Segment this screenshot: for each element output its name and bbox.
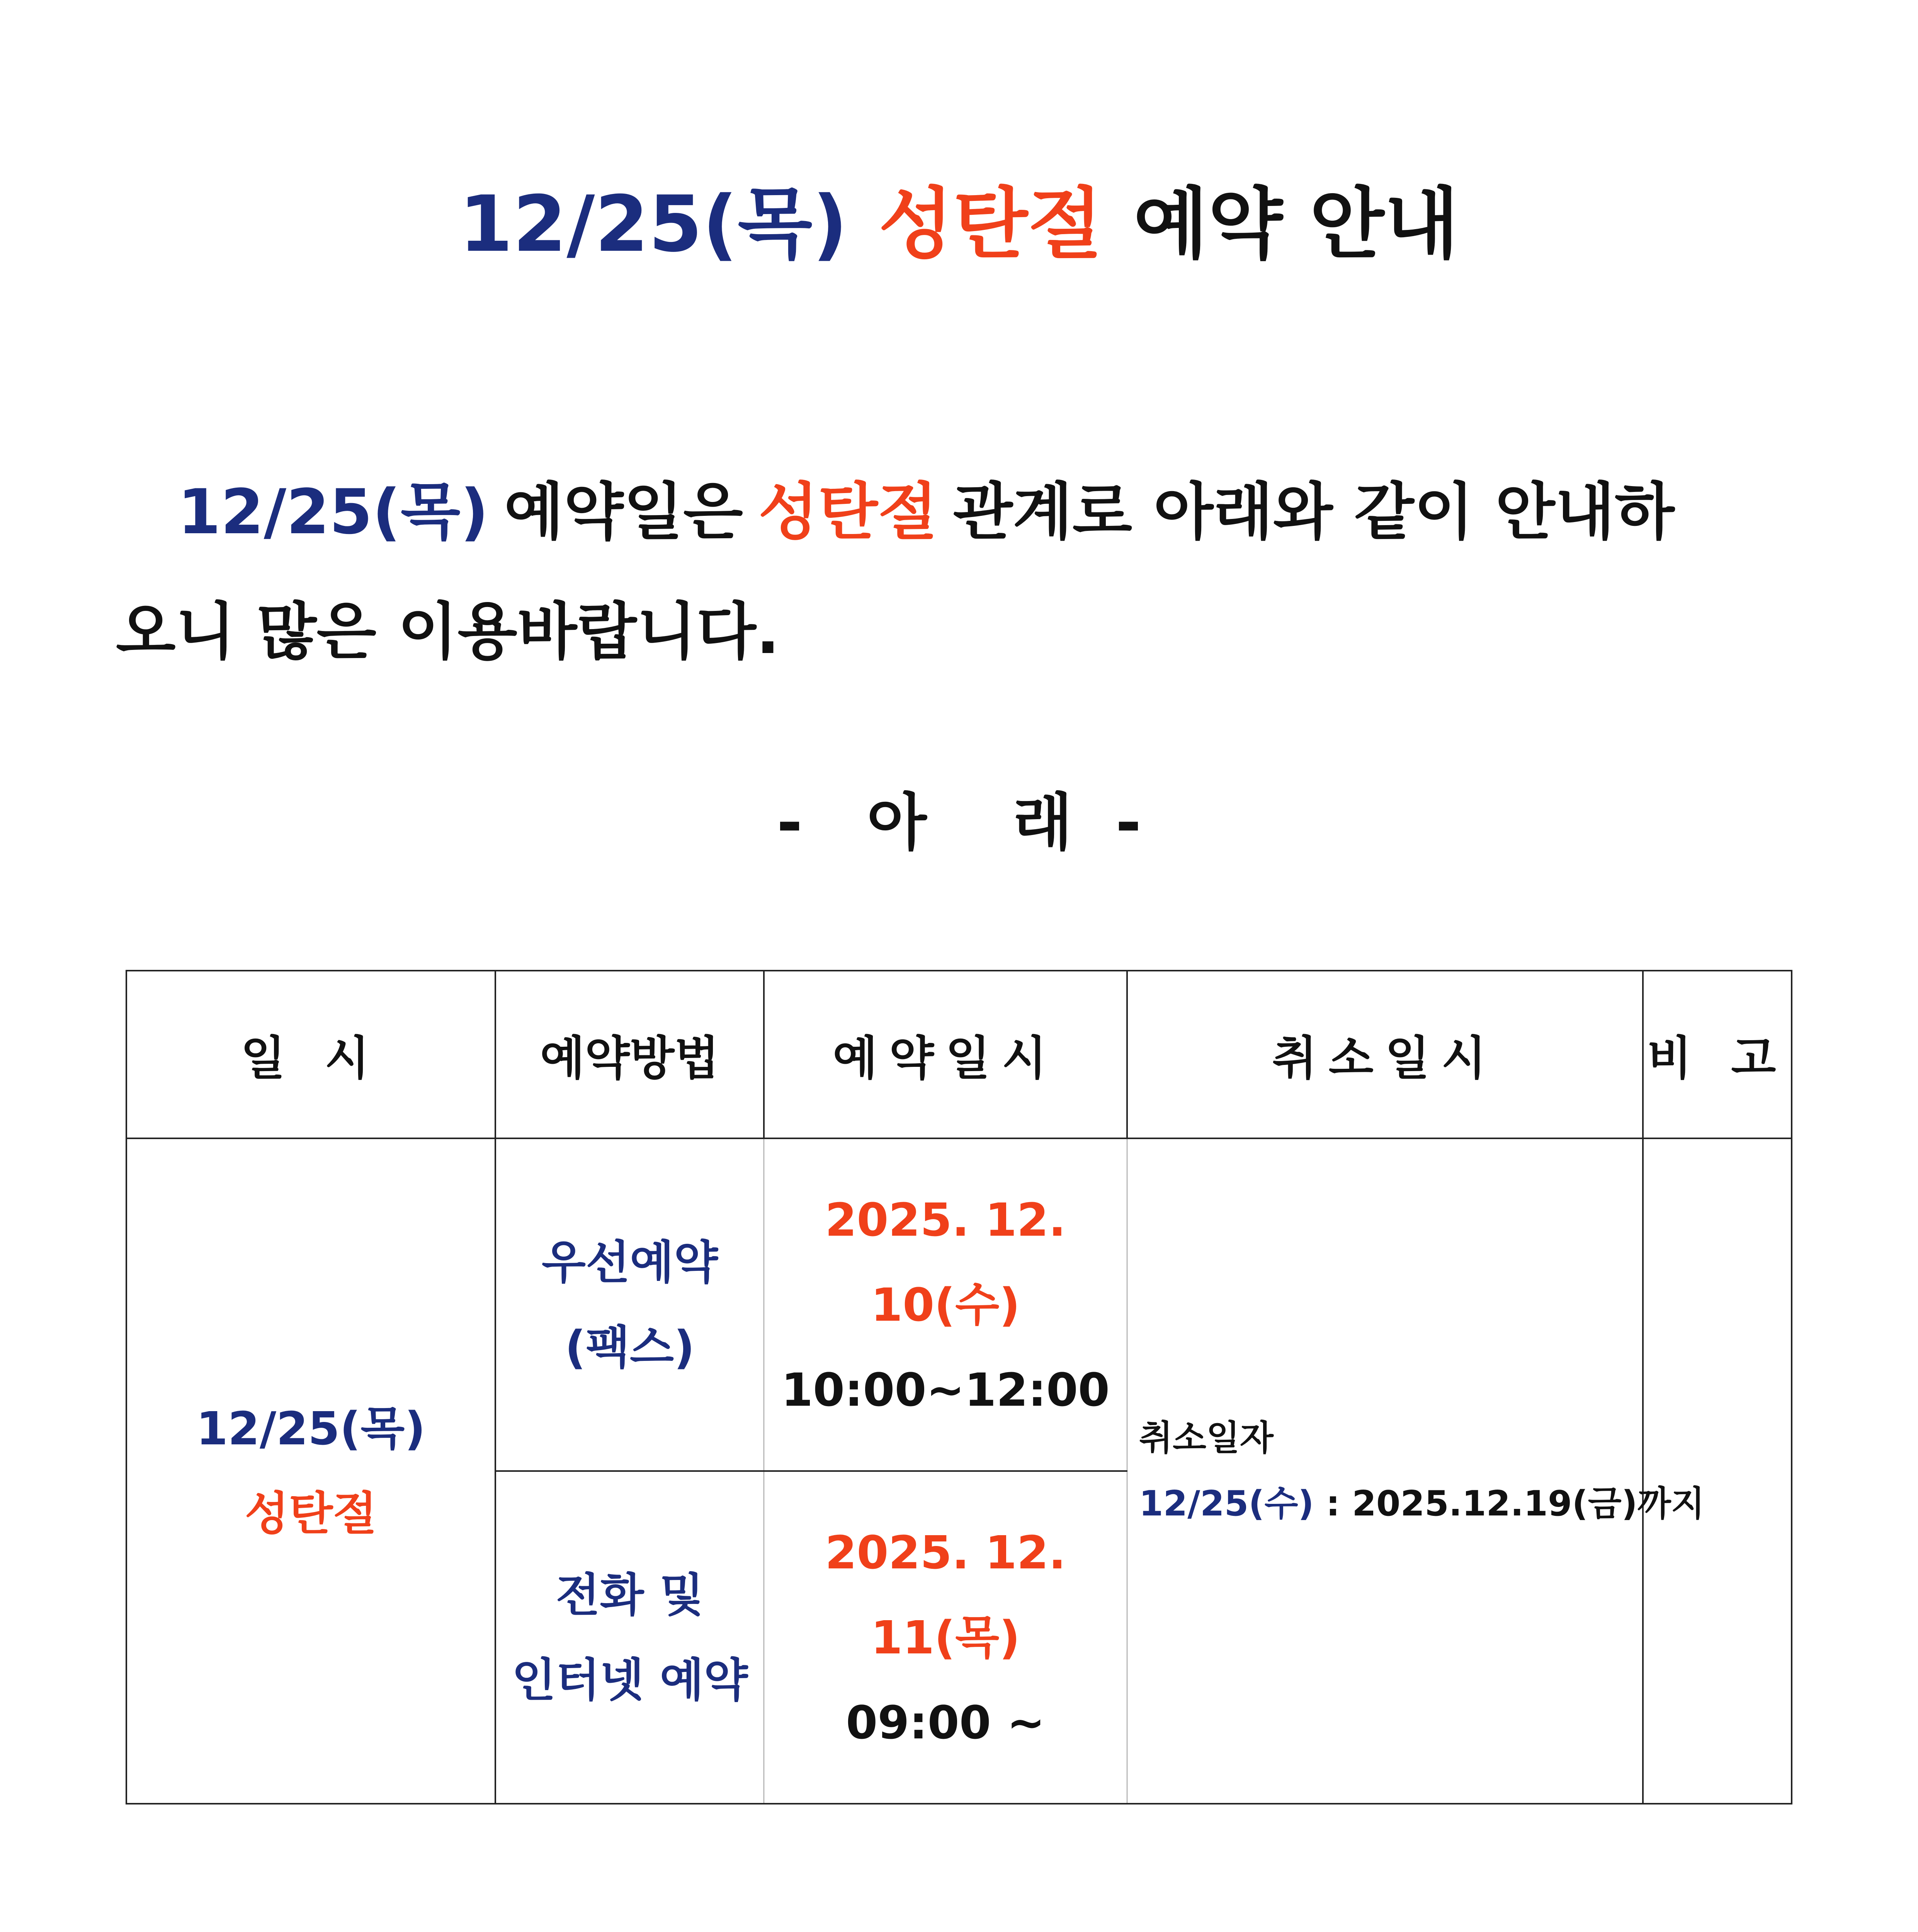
title-rest: 예약 안내 — [1133, 179, 1459, 269]
method-cell-priority — [495, 1138, 764, 1471]
page-title — [0, 162, 1918, 273]
date-cell-holiday: 성탄절 — [245, 1487, 377, 1540]
reservation-table — [126, 970, 1792, 1804]
cancel-label: 취소일자 — [1139, 1418, 1274, 1458]
cancel-deadline: : 2025.12.19(금)까지 — [1326, 1483, 1705, 1524]
date-cell — [126, 1138, 495, 1804]
header-reservation-datetime: 예약일시 — [764, 971, 1127, 1138]
method-line2: (팩스) — [565, 1320, 695, 1374]
header-date: 일 시 — [126, 971, 495, 1138]
title-date: 12/25(목) — [459, 179, 848, 269]
intro-part1: 예약일은 — [504, 476, 743, 548]
method-cell-phone — [495, 1471, 764, 1804]
date-cell-date: 12/25(목) — [196, 1402, 426, 1455]
intro-date: 12/25(목) — [178, 476, 489, 548]
intro-line2: 오니 많은 이용바랍니다. — [116, 595, 780, 668]
cancel-deadline-line — [1139, 1471, 1705, 1537]
table-header-row — [126, 971, 1792, 1138]
notice-heading: - 아 래 - — [777, 786, 1141, 859]
reservation-date: 2025. 12. 11(목) — [825, 1526, 1066, 1664]
reservation-time: 10:00~12:00 — [781, 1363, 1110, 1417]
header-method: 예약방법 — [495, 971, 764, 1138]
title-holiday: 성탄절 — [878, 179, 1103, 269]
cancel-cell — [1127, 1138, 1705, 1804]
remarks-cell — [1643, 1138, 1792, 1804]
table-row — [126, 1138, 1792, 1471]
datetime-cell-phone — [764, 1471, 1127, 1804]
datetime-cell-priority — [764, 1138, 1127, 1471]
header-remarks: 비 고 — [1643, 971, 1792, 1138]
reservation-date: 2025. 12. 10(수) — [825, 1193, 1066, 1332]
cancel-date: 12/25(수) — [1139, 1483, 1314, 1524]
method-line1: 우선예약 — [542, 1235, 718, 1289]
intro-part2: 관계로 아래와 같이 안내하 — [953, 476, 1675, 548]
method-line2: 인터넷 예약 — [512, 1653, 748, 1707]
method-line1: 전화 및 — [556, 1568, 704, 1622]
intro-paragraph — [116, 452, 1824, 692]
header-cancel-datetime: 취소일시 — [1127, 971, 1643, 1138]
intro-holiday: 성탄절 — [758, 476, 938, 548]
reservation-time: 09:00 ~ — [846, 1696, 1045, 1749]
